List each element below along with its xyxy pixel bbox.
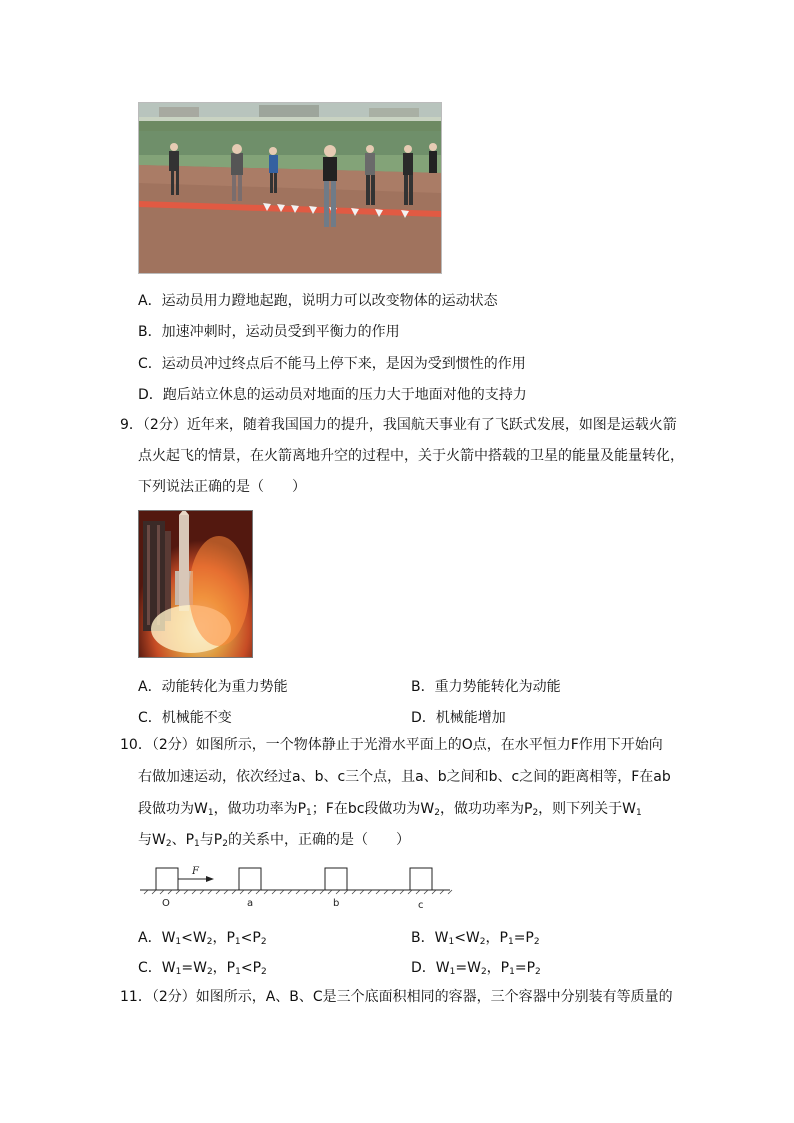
q8-option-b: B．加速冲刺时，运动员受到平衡力的作用 bbox=[138, 324, 400, 340]
q10-line-2: 右做加速运动，依次经过a、b、c三个点，且a、b之间和b、c之间的距离相等，F在ab bbox=[138, 769, 671, 785]
point-label-b: b bbox=[333, 898, 340, 909]
q8-option-a: A．运动员用力蹬地起跑，说明力可以改变物体的运动状态 bbox=[138, 293, 498, 309]
block-at-c bbox=[410, 868, 432, 890]
q9-option-b: B．重力势能转化为动能 bbox=[411, 679, 561, 695]
force-label: F bbox=[192, 866, 199, 877]
point-label-c: c bbox=[418, 900, 424, 911]
q10-line-3: 段做功为$W_1$，做功功率为$P_1$；F在bc段做功为$W_2$，做功功率为$P_2$，则下列关于$W_1$ bbox=[138, 801, 642, 818]
q10-option-c: C．$W_1=W_2$，$P_1<P_2$ bbox=[138, 960, 267, 977]
q9-option-d: D．机械能增加 bbox=[411, 710, 506, 726]
q10-force-diagram bbox=[140, 862, 460, 912]
q8-option-d: D．跑后站立休息的运动员对地面的压力大于地面对他的支持力 bbox=[138, 387, 527, 403]
force-arrow-head bbox=[206, 876, 214, 882]
q10-line-1: 10．（2分）如图所示，一个物体静止于光滑水平面上的O点，在水平恒力F作用下开始向 bbox=[120, 737, 663, 753]
block-at-b bbox=[325, 868, 347, 890]
q10-option-a: A．$W_1<W_2$，$P_1<P_2$ bbox=[138, 930, 267, 947]
q9-line-2: 点火起飞的情景，在火箭离地升空的过程中，关于火箭中搭载的卫星的能量及能量转化， bbox=[138, 448, 684, 464]
rocket-launch-photo bbox=[138, 510, 253, 658]
point-label-a: a bbox=[247, 898, 254, 909]
q10-option-b: B．$W_1<W_2$，$P_1=P_2$ bbox=[411, 930, 540, 947]
point-label-o: O bbox=[162, 898, 170, 909]
q9-line-3: 下列说法正确的是（ ） bbox=[138, 479, 306, 495]
block-at-a bbox=[239, 868, 261, 890]
q10-option-d: D．$W_1=W_2$，$P_1=P_2$ bbox=[411, 960, 541, 977]
q9-option-c: C．机械能不变 bbox=[138, 710, 232, 726]
q8-option-c: C．运动员冲过终点后不能马上停下来，是因为受到惯性的作用 bbox=[138, 356, 526, 372]
q9-line-1: 9．（2分）近年来，随着我国国力的提升，我国航天事业有了飞跃式发展，如图是运载火箭 bbox=[120, 417, 677, 433]
running-track-photo bbox=[138, 102, 442, 274]
q11-line-1: 11．（2分）如图所示，A、B、C是三个底面积相同的容器，三个容器中分别装有等质量的 bbox=[120, 989, 673, 1005]
block-at-o bbox=[156, 868, 178, 890]
q9-option-a: A．动能转化为重力势能 bbox=[138, 679, 288, 695]
q10-line-4: 与$W_2$、$P_1$与$P_2$的关系中，正确的是（ ） bbox=[138, 832, 410, 849]
